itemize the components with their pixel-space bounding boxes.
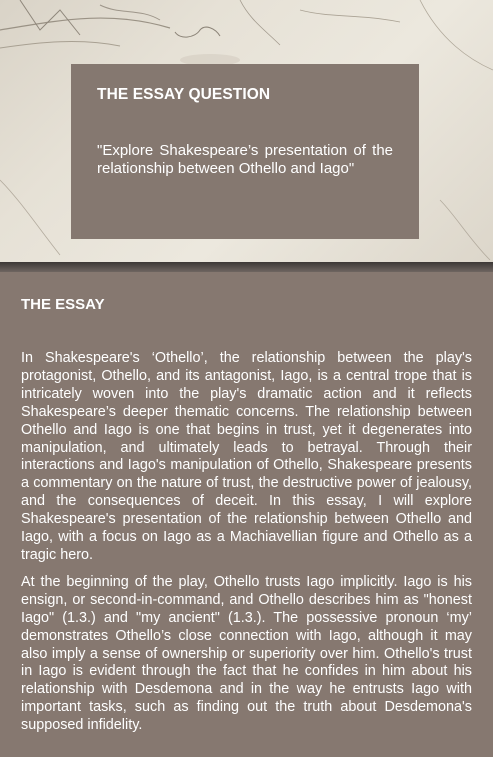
essay-question-card xyxy=(71,64,419,239)
essay-section xyxy=(0,272,493,757)
essay-question-heading: THE ESSAY QUESTION xyxy=(97,86,271,103)
essay-paragraph: At the beginning of the play, Othello trusts Iago implicitly. Iago is his ensign, or second-in-command, and Othello describes him as "honest Iago" (1.3.) and "my ancient" (1.3.). The possessive pronoun ‘my’ demonstrates Othello’s close connection with Iago, although it may also imply a sense of ownership or superiority over him. Othello's trust in Iago is evident through the fact that he confides in him about his relationship with Desdemona and in the way he entrusts Iago with important tasks, such as finding out the truth about Desdemona's supposed infidelity. xyxy=(21,573,472,734)
essay-paragraph: In Shakespeare's ‘Othello’, the relationship between the play's protagonist, Othello, and its antagonist, Iago, is a central trope that is intricately woven into the play's dramatic action and it reflects Shakespeare’s deeper thematic concerns. The relationship between Othello and Iago is one that begins in trust, yet it degenerates into manipulation, and ultimately leads to betrayal. Through their interactions and Iago's manipulation of Othello, Shakespeare presents a commentary on the nature of trust, the destructive power of jealousy, and the consequences of deceit. In this essay, I will explore Shakespeare's presentation of the relationship between Othello and Iago, with a focus on Iago as a Machiavellian figure and Othello as a tragic hero. xyxy=(21,350,472,563)
essay-heading: THE ESSAY xyxy=(21,296,105,313)
section-divider xyxy=(0,262,493,272)
essay-question-text: "Explore Shakespeare’s presentation of the relationship between Othello and Iago" xyxy=(97,142,393,177)
